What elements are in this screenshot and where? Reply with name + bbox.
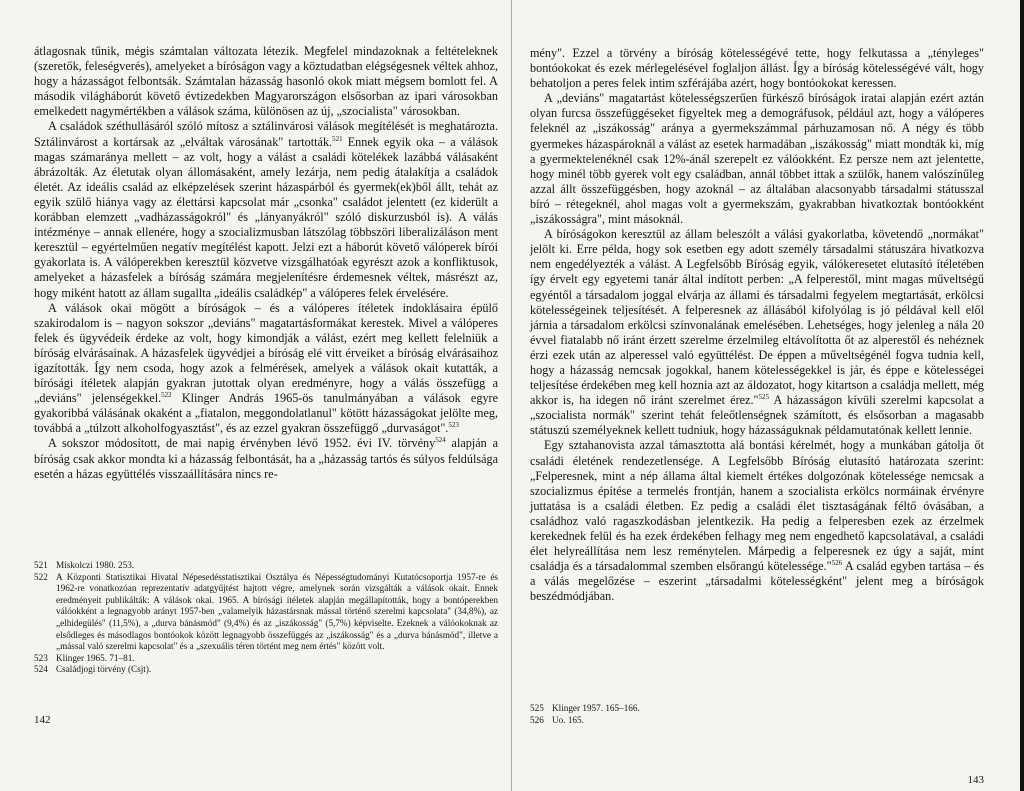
right-page (512, 0, 1020, 791)
footnote-text: Miskolczi 1980. 253. (56, 560, 135, 570)
right-paragraph-3 (530, 227, 984, 438)
footnote-number: 526 (530, 714, 544, 725)
right-footnotes (530, 703, 984, 726)
footnote (34, 572, 498, 653)
footnote-ref: 526 (831, 559, 843, 568)
paragraph-text: Egy sztahanovista azzal támasztotta alá bontási kérelmét, hogy a munkában gátolja őt családi életének rendezetlensége. A Legfelsőbb Bíróság elutasító határozata szerint: „Felperesnek, mint a nép állama által kiemelt értékes dolgozónak kötelessége nemcsak a szocializmus építése a termelés frontján, hanem a szocialista erkölcs normáinak érvényre juttatása is a családi életben. Ez pedig a családi élet tisztaságának féltő óvásában, a családhoz való ragaszkodásban jelentkezik. Ha pedig a felperesben ezek az érzelmek kerekednek felül és ha ezek érdekében felhagy meg nem engedhető kapcsolatával, a családi élet helyreállítása nem lesz reménytelen. Márpedig a felperesnek ez úgy a saját, mint családja és a társadalommal szemben elsőrangú kötelessége." (530, 438, 984, 574)
footnote-text: Családjogi törvény (Csjt). (56, 664, 152, 675)
paragraph-text: A család egyben tartása – és a válás megelőzése – eszerint „társadalmi kötelességként" jelent meg a bíróságok beszédmódjában. (530, 559, 984, 604)
paragraph-text: A „deviáns" magatartást kötelességszerűen fürkésző bíróságok iratai alapján ezért aztán olyan furcsa összefüggéseket figyeltek meg a demográfusok, például azt, hogy a válóperes feleknél az „iszákosság" aránya a gyermekszámmal párhuzamosan nő. A négy és több gyermekes házaspároknál a válást az esetek harmadában „iszákosság" miatt mondták ki, míg a gyermektelenéknél csak 12%-ánál szerepelt ez válóokként. Ez persze nem azt jelentette, hogy minél több gyerek volt egy családban, annál többet ittak a szülők, hanem valószínűleg azzal állt összefüggésben, hogy azoknál – az általában alacsonyabb társadalmi státusszal bíró – rétegeknél, ahol magas volt a gyermekszám, gyakrabban hivatkoztak bontóokként „iszákosságra", mint másoknál. (530, 91, 984, 227)
paragraph-text: Ennek egyik oka – a válások magas számaránya mellett – az volt, hogy a válást a családi kötelékek lazábbá válásaként ábrázolták. Az életutak olyan állomásaként, amely lezárja, nem pedig átalakítja a családok életét. Az ideális család az elképzelések szerint házaspárból és gyermek(ek)ből állt, tehát az egyik szülő hiánya vagy az élettársi kapcsolat már „csonka" családot jelentett (ez kiderült a korábban elemzett „vadházasságokról" és „lányanyákról" szóló diskurzusból is). A válás intézménye – annak ellenére, hogy a szocializmusban látszólag többszöri liberalizáláson ment keresztül – egyértelműen negatív megítélést kapott. Jelzi ezt a háborút követő válóperek bírói gyakorlata is. A válóperekben keresztül közvetve vizsgálhatóak egyrészt azok a konfliktusok, amelyeket a házasfelek a bíróság számára megjelenítésre érdemesnek véltek, másrészt az, hogy miként hatott az állam sugallta „ideális családkép" a válóperes felek érvelésére. (34, 134, 498, 300)
paragraph-text: A házasságon kívüli szerelmi kapcsolat a „szocialista normák" szerint tehát feleőtlenségnek számított, és elsősorban a magasabb státuszú személyeknek kellett tudniuk, hogy házasságuknak példamutatónak kellett lennie. (530, 393, 985, 438)
footnote-text: Klinger 1965. 71–81. (56, 652, 135, 663)
paragraph-text: A családok széthullásáról szóló mítosz a sztálinvárosi válások megítélését is meghatározta. Sztálinvárost a kortársak az „elváltak városának" tartották. (34, 119, 498, 149)
right-paragraph-4 (530, 438, 984, 604)
paragraph-text: A bíróságokon keresztül az állam beleszólt a válási gyakorlatba, követendő „normákat" jelölt ki. Erre példa, hogy sok esetben egy adott személy társadalmi státuszára hivatkozva nem engedélyezték a válást. A Legfelsőbb Bíróság egyik, válókeresetet elutasító ítéletében így érvelt egy egyetemi tanár által indított perben: „A felperestől, mint magas műveltségű egyéntől a társadalom joggal elvárja az állami és társadalmi fegyelem megtartását, erkölcsi kötelességeinek teljesítését. A felperesnek az állásából kifolyólag is jó példával kell elől járnia a társadalom erkölcsi színvonalának emelésében. Lehetséges, hogy jelenleg a nála 20 évvel fiatalabb nő iránt érzett szerelme érzelmileg eltávolította őt az alperestől és nehéznek érzi ezek után az alperessel való együttélést. De éppen a műveltségénél fogva tudnia kell, hogy a házasság nemcsak jogokkal, hanem kötelességekkel is jár, és éppe e kötelességei teljesítése érdekében meg kell hoznia azt az áldozatot, hogy kitartson a családja mellett, még akkor is, ha idegen nő iránt szerelmet érez." (530, 227, 984, 408)
footnote (34, 560, 498, 572)
footnote-number: 523 (34, 652, 48, 663)
footnote-text: A Központi Statisztikai Hivatal Népesedésstatisztikai Osztálya és Népességtudományi Kutatócsoportja 1957-re és 1962-re vonatkozóan reprezentatív adatgyűjtést hajtott végre, amelynek során vizsgálták a válások okait. Ennek eredményeit publikálták: A válások okai. 1965. A bírósági ítéletek alapján megállapították, hogy a bontóperekben válóokként a legnagyobb arányt 1957-ben „valamelyik házastársnak mással történő szerelmi kapcsolata" (34,8%), az „elhidegülés" (11,5%), a „durva bánásmód" (9,4%) és az „iszákosság" (5,7%) képviselte. Ezeknek a válóokoknak az elsődleges és másodlagos bontóokok között legnagyobb összefüggés az „iszákosság" és a „durva bánásmód", illetve a „mással való szerelmi kapcsolat" és a „szexuális téren történt meg nem értés" között volt. (56, 571, 498, 652)
paragraph-text: A sokszor módosított, de mai napig érvényben lévő 1952. évi IV. törvény (48, 436, 436, 451)
paragraph-text: A válások okai mögött a bíróságok – és a válóperes ítéletek indoklásaira épülő szakirodalom is – nagyon sokszor „deviáns" magatartásformákat kerestek. Mivel a válóperes felek és ügyvédeik érdeke az volt, hogy kimondják a válást, ezért meg kellett felelniük a bíróság elvárásainak. A házasfelek ügyvédjei a bíróság elé vitt érveiket a bíróság elvárásaihoz igazították. Így nem csoda, hogy azok a felmérések, amelyek a válások okait kutatták, a bírósági ítéletek alapján gyakran jutottak olyan eredményre, hogy a válás összefügg a „deviáns" jelenségekkel. (34, 300, 498, 406)
footnote (530, 715, 984, 727)
paragraph-text: Klinger András 1965-ös tanulmányában a válások egyre gyakoribbá válásának okaként a „fiatalon, meggondolatlanul" kötött házasságokat jelölte meg, továbbá a „túlzott alkoholfogyasztást", és az ezzel gyakran összefüggő „durvaságot". (34, 391, 498, 436)
footnote-ref: 524 (435, 436, 446, 445)
footnote (34, 653, 498, 665)
left-paragraph-4 (34, 436, 498, 481)
footnote-ref: 522 (161, 391, 172, 400)
footnote-number: 524 (34, 664, 48, 675)
left-body-text (34, 44, 498, 482)
left-paragraph-1 (34, 44, 498, 119)
footnote (34, 664, 498, 676)
paragraph-text: átlagosnak tűnik, mégis számtalan változata létezik. Megfelel mindazoknak a feltételeknek (szeretők, feleségverés), amelyeket a bíróságon vagy a köztudatban elégségesnek véltek ahhoz, hogy a házasságot felbontsák. Számtalan házasság hasonló okok miatt mégsem bomlott fel. A második világháborút követő évtizedekben Magyarországon elsősorban az ipari városokban emelkedett nagymértékben a válások száma, különösen az új, „szocialista" városokban. (34, 44, 498, 119)
footnote-ref: 525 (758, 393, 769, 402)
right-paragraph-1 (530, 46, 984, 91)
page-number: 142 (34, 714, 51, 726)
paragraph-text: mény". Ezzel a törvény a bíróság kötelességévé tette, hogy felkutassa a „tényleges" bontóokokat és ezek mérlegelésével foglaljon állást. Így a bíróság kötelességévé vált, hogy behatoljon a peres felek intim szférájába azért, hogy bontóokokat keressen. (530, 46, 984, 91)
right-paragraph-2 (530, 91, 984, 227)
footnote-number: 521 (34, 560, 48, 570)
footnote-number: 522 (34, 571, 48, 582)
footnote-text: Klinger 1957. 165–166. (552, 703, 640, 713)
left-footnotes (34, 560, 498, 676)
right-body-text (530, 46, 984, 604)
footnote-text: Uo. 165. (552, 714, 584, 725)
left-paragraph-3 (34, 301, 498, 437)
left-paragraph-2 (34, 119, 498, 300)
footnote-ref: 523 (448, 421, 459, 430)
page-number: 143 (967, 774, 984, 786)
footnote-ref: 521 (332, 134, 343, 143)
footnote-number: 525 (530, 703, 544, 713)
footnote (530, 703, 984, 715)
paragraph-text: alapján a bíróság csak akkor mondta ki a házasság felbontását, ha a „házasság tartós és súlyos feldúlsága esetén a házas együttélés visszaállítására nincs re- (34, 436, 498, 481)
